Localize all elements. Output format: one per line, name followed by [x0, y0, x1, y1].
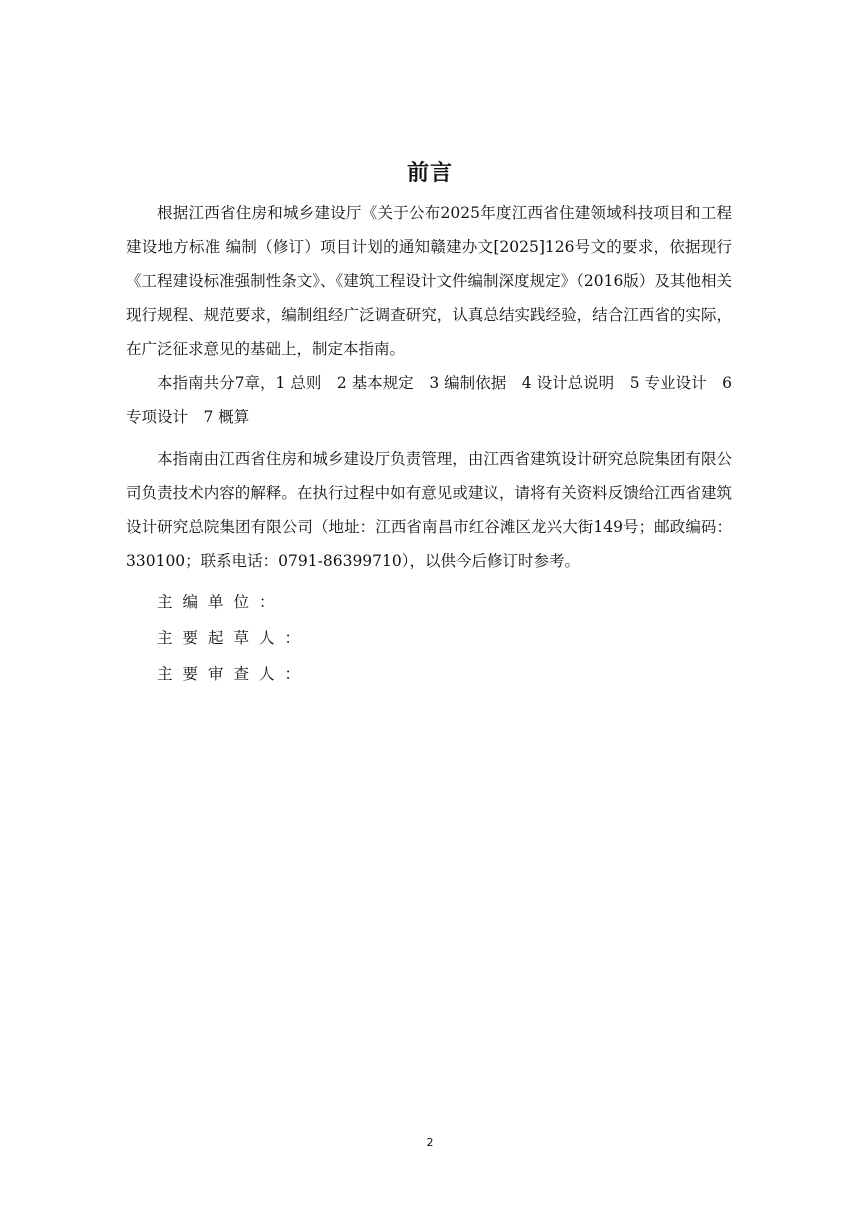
preface-paragraph-chapters: 本指南共分7章，1 总则 2 基本规定 3 编制依据 4 设计总说明 5 专业设计 6 专项设计 7 概算	[126, 374, 732, 426]
main-reviewers-label: 主要审查人：	[157, 665, 311, 683]
main-drafters-label: 主要起草人：	[157, 629, 311, 647]
preface-paragraph-basis: 根据江西省住房和城乡建设厅《关于公布2025年度江西省住建领域科技项目和工程建设地方标准 编制（修订）项目计划的通知赣建办文[2025]126号文的要求，依据现行《工程建设标准强制性条文》、《建筑工程设计文件编制深度规定》（2016版）及其他相关现行规程、规范要求，编制组经广泛调查研究，认真总结实践经验，结合江西省的实际，在广泛征求意见的基础上，制定本指南。	[126, 204, 732, 358]
document-body	[126, 196, 732, 692]
chief-editor-unit-label: 主编单位：	[157, 593, 285, 611]
page-title: 前言	[406, 161, 453, 186]
page-number: 2	[426, 1136, 434, 1149]
preface-paragraph-management: 本指南由江西省住房和城乡建设厅负责管理，由江西省建筑设计研究总院集团有限公司负责技术内容的解释。在执行过程中如有意见或建议，请将有关资料反馈给江西省建筑设计研究总院集团有限公司（地址：江西省南昌市红谷滩区龙兴大街149号；邮政编码：330100；联系电话：0791-86399710），以供今后修订时参考。	[126, 450, 732, 570]
